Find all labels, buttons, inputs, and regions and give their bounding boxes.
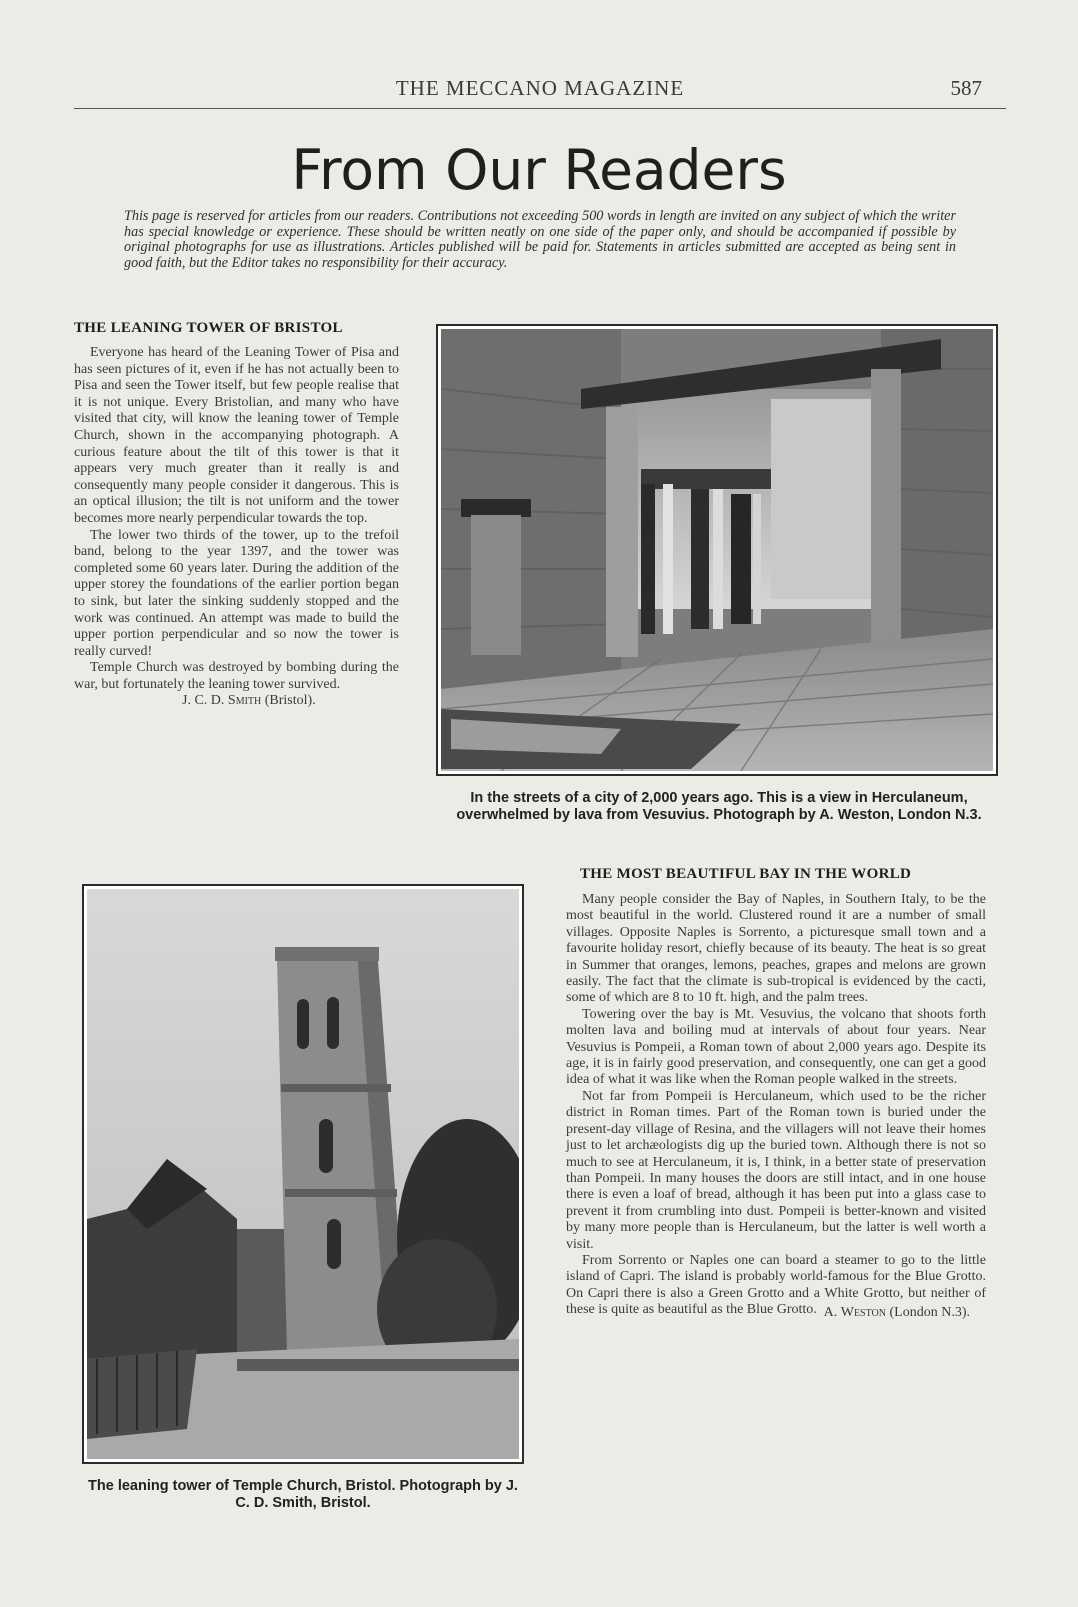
photo-herculaneum bbox=[436, 324, 998, 776]
running-title: THE MECCANO MAGAZINE bbox=[395, 76, 685, 100]
editorial-intro: This page is reserved for articles from our readers. Contributions not exceeding 500 words in length are invited on any subject of which the writer has special knowledge or experience. These should be written neatly on one side of the paper only, and should be accompanied if possible by original photographs for use as illustrations. Articles published will be paid for. Statements in articles submitted are accepted as being sent in good faith, but the Editor takes no responsibility for their accuracy. bbox=[124, 208, 956, 271]
article-paragraph: Everyone has heard of the Leaning Tower of Pisa and has seen pictures of it, even if he has not actually been to Pisa and seen the Tower itself, but few people realise that it is not unique. Every Bristolian, and many who have visited that city, will know the leaning tower of Temple Church, shown in the accompanying photograph. A curious feature about the tilt of this tower is that it appears very much greater than it really is and consequently many people consider it dangerous. This is an optical illusion; the tilt is not uniform and the tower becomes more nearly perpendicular towards the top. bbox=[74, 345, 399, 526]
article-body bbox=[74, 345, 399, 693]
author-surname: Smith bbox=[227, 693, 262, 709]
page-title: From Our Readers bbox=[291, 138, 787, 202]
temple-church-illustration bbox=[87, 889, 519, 1459]
herculaneum-illustration bbox=[441, 329, 993, 771]
header-rule bbox=[74, 108, 1006, 109]
author-place: (Bristol). bbox=[264, 693, 316, 709]
running-head bbox=[76, 76, 1004, 102]
article-heading: THE LEANING TOWER OF BRISTOL bbox=[74, 320, 343, 336]
author-surname: Weston bbox=[840, 1304, 886, 1320]
caption-temple-church: The leaning tower of Temple Church, Bristol. Photograph by J. C. D. Smith, Bristol. bbox=[88, 1478, 518, 1511]
article-heading: THE MOST BEAUTIFUL BAY IN THE WORLD bbox=[580, 866, 912, 882]
article-byline bbox=[74, 693, 399, 709]
article-paragraph: Towering over the bay is Mt. Vesuvius, the volcano that shoots forth molten lava and boiling mud at intervals of about four years. Near Vesuvius is Pompeii, a Roman town of about 2,000 years ago. Despite its age, it is in fairly good preservation, and consequently, one can get a good idea of what it was like when the Roman people walked in the streets. bbox=[566, 1006, 986, 1088]
article-paragraph: Many people consider the Bay of Naples, in Southern Italy, to be the most beautiful in the world. Clustered round it are a number of small villages. Opposite Naples is Sorrento, a picturesque small town and a favourite holiday resort, chiefly because of its beauty. The heat is so great in Summer that oranges, lemons, peaches, grapes and melons are grown easily. The fact that the climate is sub-tropical is evidenced by the cacti, some of which are 8 to 10 ft. high, and the palm trees. bbox=[566, 892, 986, 1006]
photo-temple-church bbox=[82, 884, 524, 1464]
page-number: 587 bbox=[950, 76, 982, 100]
article-body bbox=[566, 892, 986, 1319]
caption-herculaneum: In the streets of a city of 2,000 years ago. This is a view in Herculaneum, overwhelmed by lava from Vesuvius. Photograph by A. Weston, London N.3. bbox=[456, 790, 982, 823]
article-paragraph: Temple Church was destroyed by bombing during the war, but fortunately the leaning tower survived. bbox=[74, 660, 399, 692]
author-place: (London N.3). bbox=[889, 1304, 970, 1320]
article-bay-of-naples bbox=[566, 866, 986, 1321]
article-paragraph: The lower two thirds of the tower, up to the trefoil band, belong to the year 1397, and the tower was completed some 60 years later. During the addition of the upper storey the foundations of the earlier portion began to sink, but later the sinking suddenly stopped and the work was continued. An attempt was made to build the upper portion perpendicular and so now the tower is really curved! bbox=[74, 527, 399, 659]
article-paragraph: From Sorrento or Naples one can board a steamer to go to the little island of Capri. The island is probably world-famous for the Blue Grotto. On Capri there is also a Green Grotto and a White Grotto, but neither of these is quite as beautiful as the Blue Grotto. bbox=[566, 1252, 986, 1318]
author-initials: J. C. D. bbox=[182, 693, 225, 709]
article-leaning-tower bbox=[74, 320, 399, 709]
article-paragraph: Not far from Pompeii is Herculaneum, which used to be the richer district in Roman times. Part of the Roman town is buried under the present-day village of Resina, and the villagers will not leave their homes just to let archæologists dig up the buried town. Although there is not so much to see at Herculaneum, it is, I think, in a better state of preservation than Pompeii. In many houses the doors are still intact, and in one house there is even a loaf of bread, although it has been put into a glass case to prevent it from crumbling into dust. Pompeii is better-known and visited by many more people than is Herculaneum, but the latter is well worth a visit. bbox=[566, 1088, 986, 1252]
author-initials: A. bbox=[823, 1304, 838, 1320]
